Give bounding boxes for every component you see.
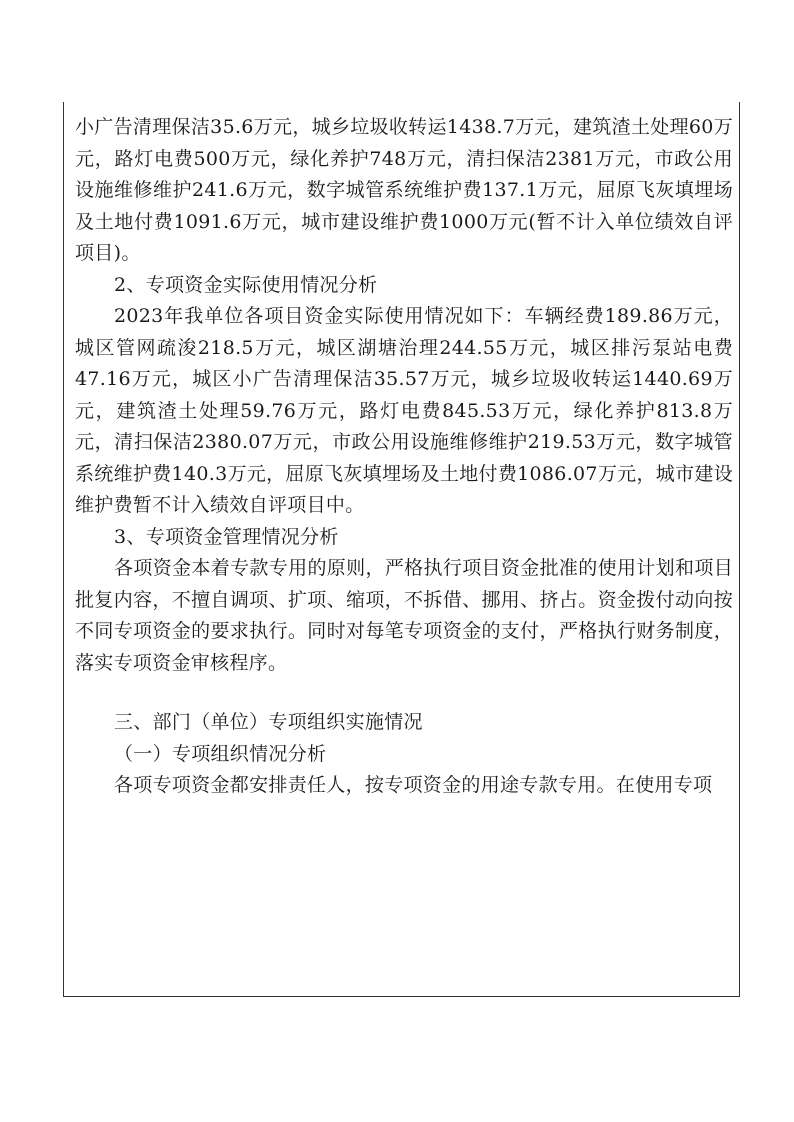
paragraph-continuation: 小广告清理保洁35.6万元，城乡垃圾收转运1438.7万元，建筑渣土处理60万元，路灯电费500万元，绿化养护748万元，清扫保洁2381万元，市政公用设施维修维护241.6万元，数字城管系统维护费137.1万元，屈原飞灰填埋场及土地付费1091.6万元，城市建设维护费1000万元(暂不计入单位绩效自评项目)。	[75, 116, 733, 264]
paragraph-fund-usage: 2023年我单位各项目资金实际使用情况如下：车辆经费189.86万元，城区管网疏浚218.5万元，城区湖塘治理244.55万元，城区排污泵站电费47.16万元，城区小广告清理保洁35.57万元，城乡垃圾收转运1440.69万元，建筑渣土处理59.76万元，路灯电费845.53万元，绿化养护813.8万元，清扫保洁2380.07万元，市政公用设施维修维护219.53万元，数字城管系统维护费140.3万元，屈原飞灰填埋场及土地付费1086.07万元，城市建设维护费暂不计入绩效自评项目中。	[75, 305, 733, 516]
paragraph-fund-management: 各项资金本着专款专用的原则，严格执行项目资金批准的使用计划和项目批复内容，不擅自调项、扩项、缩项，不拆借、挪用、挤占。资金拨付动向按不同专项资金的要求执行。同时对每笔专项资金的支付，严格执行财务制度，落实专项资金审核程序。	[75, 557, 733, 674]
document-body	[75, 112, 733, 802]
paragraph-organization: 各项专项资金都安排责任人，按专项资金的用途专款专用。在使用专项	[114, 774, 713, 796]
heading-fund-management: 3、专项资金管理情况分析	[114, 525, 339, 548]
heading-organization-analysis: （一）专项组织情况分析	[114, 742, 327, 765]
section-heading-organization: 三、部门（单位）专项组织实施情况	[114, 711, 423, 733]
heading-fund-usage: 2、专项资金实际使用情况分析	[114, 273, 378, 296]
